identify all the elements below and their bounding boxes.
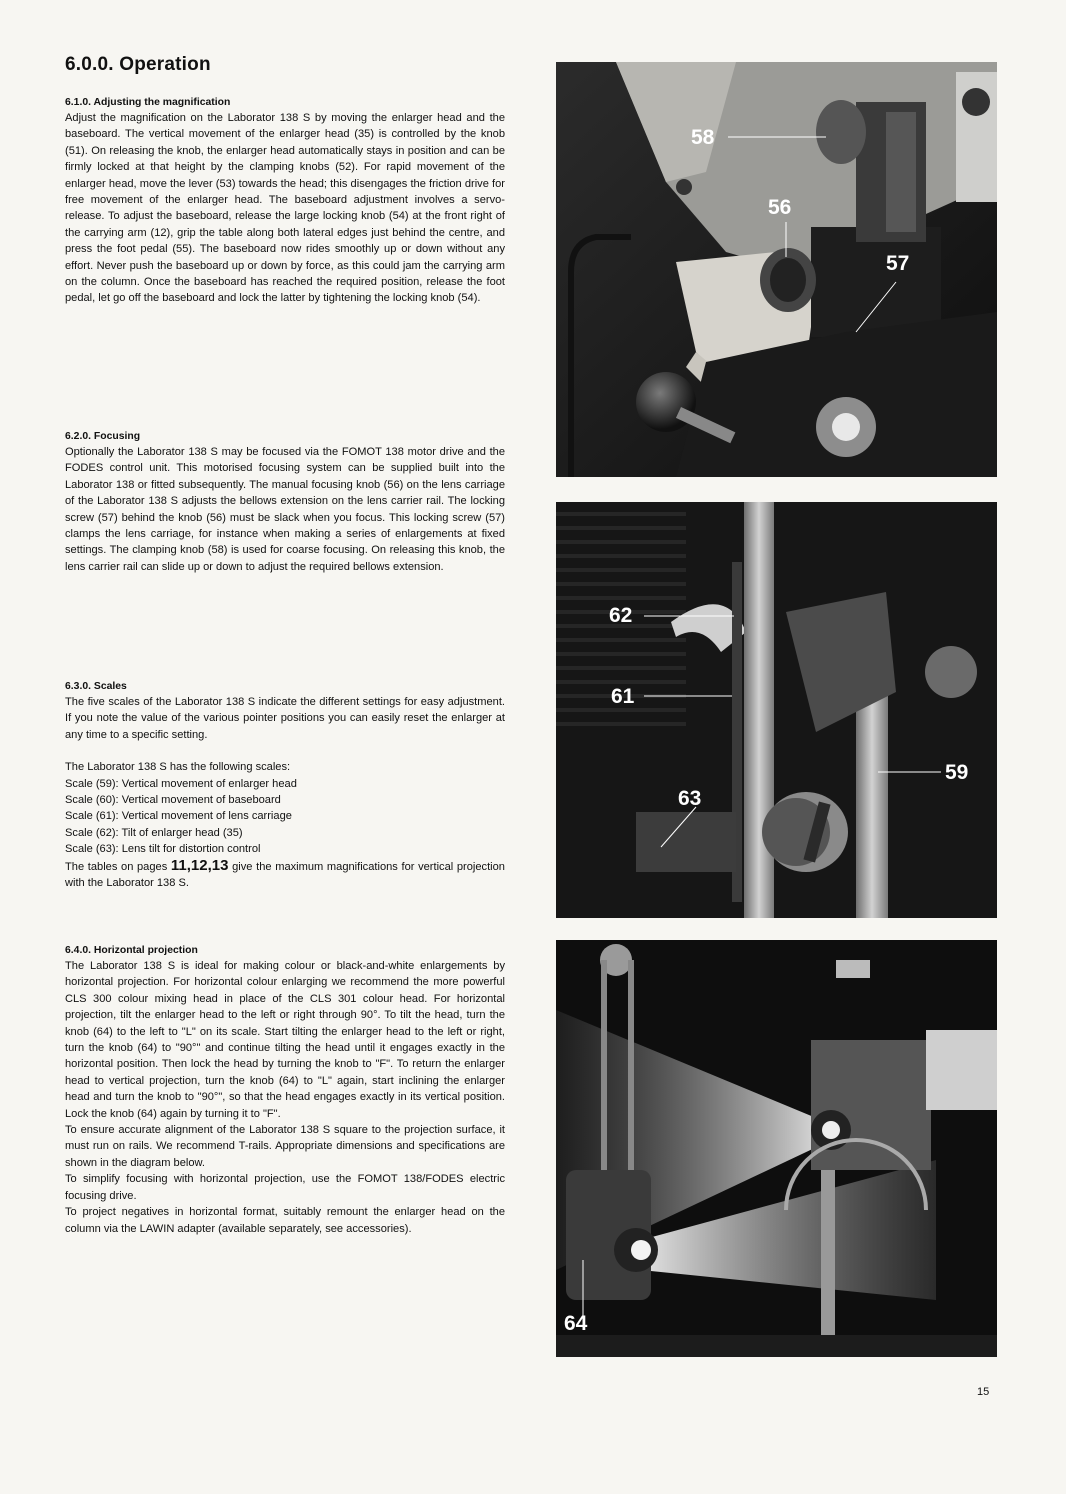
scale-item: Scale (59): Vertical movement of enlarger head	[65, 777, 297, 790]
scale-item: Scale (62): Tilt of enlarger head (35)	[65, 826, 243, 839]
tables-pages: 11,12,13	[170, 856, 229, 874]
section-paragraph: To simplify focusing with horizontal projection, use the FOMOT 138/FODES electric focusing drive.	[65, 1173, 505, 1202]
scale-item: Scale (63): Lens tilt for distortion control	[65, 843, 261, 856]
page-title: 6.0.0. Operation	[65, 54, 211, 75]
section-heading: 6.3.0. Scales	[65, 681, 127, 692]
callout-label: 63	[678, 787, 702, 810]
tables-note-post: give the maximum magnifications for vertical projection with the Laborator 138 S.	[65, 860, 505, 890]
section-focusing	[65, 430, 505, 575]
scale-item: Scale (60): Vertical movement of baseboard	[65, 794, 281, 807]
callout-label: 57	[886, 252, 910, 275]
page-number: 15	[977, 1386, 990, 1398]
scale-item: Scale (61): Vertical movement of lens carriage	[65, 810, 292, 823]
section-heading: 6.2.0. Focusing	[65, 431, 141, 442]
callout-label: 64	[564, 1312, 588, 1335]
section-body: Adjust the magnification on the Laborator 138 S by moving the enlarger head and the baseboard. The vertical movement of the enlarger head (35) is controlled by the knob (51). On releasing the knob, the enlarger head automatically stays in position and can be firmly locked at that height by the clamping knobs (52). For rapid movement of the enlarger head, move the lever (53) towards the head; this disengages the friction drive for free movement of the enlarger head. The baseboard adjustment involves a servo-release. To adjust the baseboard, release the large locking knob (54) at the front right of the carrying arm (12), grip the table along both lateral edges just behind the centre, and press the foot pedal (55). The baseboard now rides smoothly up or down without any effort. Never push the baseboard up or down by force, as this could jam the carrying arm on the column. Once the baseboard has reached the required position, release the foot pedal, let go off the baseboard and lock the latter by tightening the locking knob (54).	[65, 112, 505, 305]
callout-label: 61	[611, 685, 635, 708]
photo-focusing-knobs	[556, 62, 997, 477]
callout-label: 59	[945, 761, 969, 784]
section-body: The five scales of the Laborator 138 S indicate the different settings for easy adjustment. If you note the value of the various pointer positions you can easily reset the enlarger at any time to a specific setting.	[65, 696, 505, 741]
section-paragraph: To ensure accurate alignment of the Laborator 138 S square to the projection surface, it must run on rails. We recommend T-rails. Appropriate dimensions and specifications are shown in the diagram below.	[65, 1124, 505, 1169]
callout-label: 56	[768, 196, 792, 219]
section-magnification	[65, 96, 505, 307]
tables-note	[65, 858, 505, 892]
section-scales	[65, 680, 505, 891]
photo-horizontal-projection	[556, 940, 997, 1357]
section-body: Optionally the Laborator 138 S may be focused via the FOMOT 138 motor drive and the FODES control unit. This motorised focusing system can be supplied built into the Laborator 138 or fitted subsequently. The manual focusing knob (56) on the lens carriage of the Laborator 138 S adjusts the bellows extension on the lens carrier rail. The locking screw (57) behind the knob (56) must be slack when you focus. This locking screw (57) clamps the lens carriage, for instance when making a series of enlargements at fixed settings. The clamping knob (58) is used for coarse focusing. On releasing this knob, the lens carrier rail can slide up or down to adjust the required bellows extension.	[65, 446, 505, 573]
section-paragraph: The Laborator 138 S is ideal for making colour or black-and-white enlargements by horizontal projection. For horizontal colour enlarging we recommend the more powerful CLS 300 colour mixing head in place of the CLS 301 colour head. For horizontal projection, tilt the enlarger head to the left or right through 90°. To tilt the head, turn the knob (64) to the left to "L" on its scale. Start tilting the enlarger head to the left or right, turn the knob (64) to "90°" and continue tilting the head until it engages exactly in the horizontal position. Then lock the head by turning the knob to "F". To return the enlarger head to vertical projection, turn the knob (64) to "L" again, start inclining the enlarger head and turn the knob to "90°", so that the head engages exactly in its vertical position. Lock the knob (64) again by turning it to "F".	[65, 960, 505, 1120]
section-horizontal-projection	[65, 944, 505, 1237]
section-heading: 6.4.0. Horizontal projection	[65, 945, 198, 956]
callout-label: 58	[691, 126, 715, 149]
callout-label: 62	[609, 604, 633, 627]
scales-intro: The Laborator 138 S has the following scales:	[65, 761, 291, 774]
photo-scales	[556, 502, 997, 918]
section-heading: 6.1.0. Adjusting the magnification	[65, 97, 231, 108]
section-paragraph: To project negatives in horizontal format, suitably remount the enlarger head on the column via the LAWIN adapter (available separately, see accessories).	[65, 1206, 505, 1235]
tables-note-pre: The tables on pages	[65, 860, 168, 873]
